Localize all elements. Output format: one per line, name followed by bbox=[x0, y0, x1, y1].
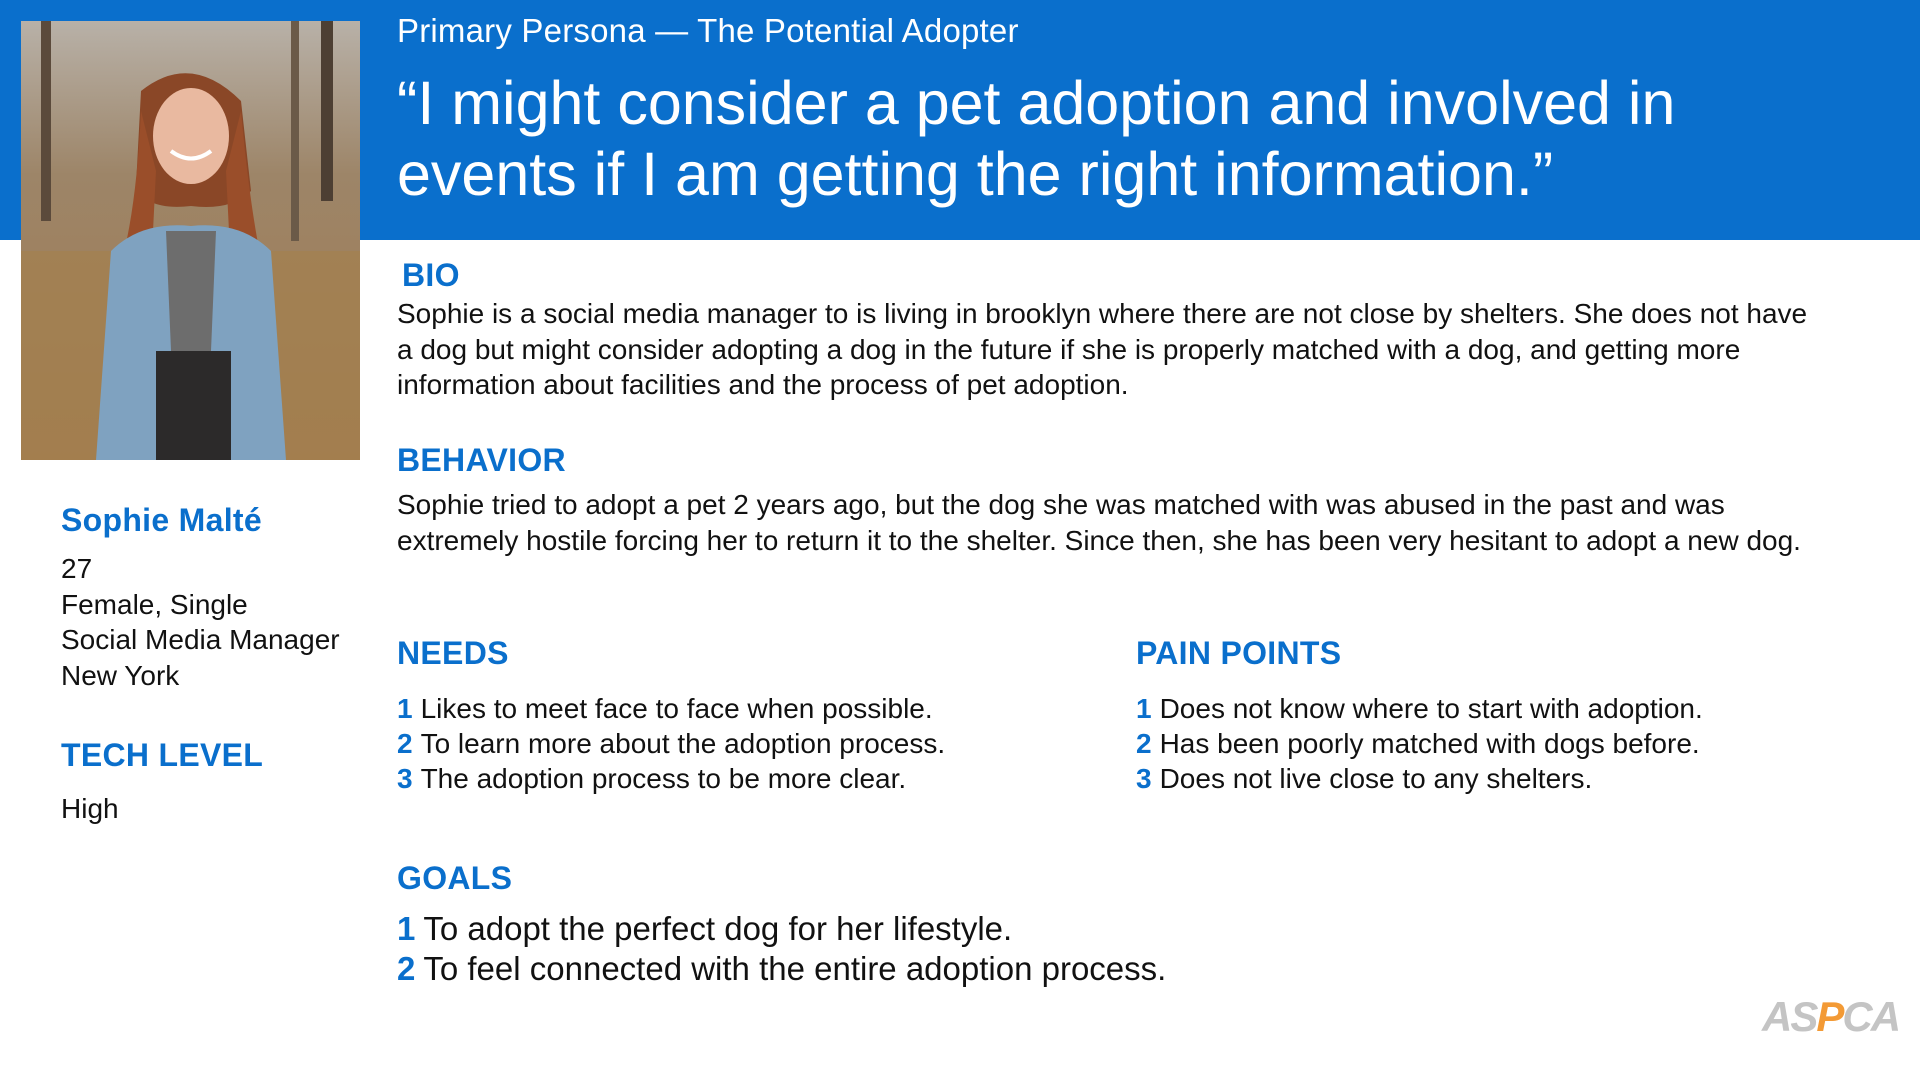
persona-occupation: Social Media Manager bbox=[61, 624, 340, 655]
list-item: 1 Does not know where to start with adoption. bbox=[1136, 693, 1703, 724]
aspca-logo: ASPCA bbox=[1762, 993, 1900, 1040]
bio-text: Sophie is a social media manager to is living in brooklyn where there are not close by shelters. She does not have a dog but might consider adopting a dog in the future if she is properly matched with a dog, and getting more information about facilities and the process of pet adoption. bbox=[397, 298, 1808, 400]
goals-heading: GOALS bbox=[397, 860, 513, 896]
needs-heading: NEEDS bbox=[397, 635, 509, 671]
list-item: 3 Does not live close to any shelters. bbox=[1136, 763, 1593, 794]
behavior-heading: BEHAVIOR bbox=[397, 442, 566, 478]
persona-type-label: Primary Persona — The Potential Adopter bbox=[397, 12, 1019, 49]
tech-level-value: High bbox=[61, 793, 119, 824]
behavior-text: Sophie tried to adopt a pet 2 years ago, but the dog she was matched with was abused in the past and was extremely hostile forcing her to return it to the shelter. Since then, she has been very hesitant to adopt a new dog. bbox=[397, 489, 1801, 556]
list-item: 1 To adopt the perfect dog for her lifestyle. bbox=[397, 910, 1013, 947]
persona-status: Female, Single bbox=[61, 588, 248, 620]
goals-list bbox=[397, 909, 1166, 989]
persona-name: Sophie Malté bbox=[61, 502, 262, 538]
tech-level-heading: TECH LEVEL bbox=[61, 737, 264, 773]
pain-points-heading: PAIN POINTS bbox=[1136, 635, 1342, 671]
list-item: 3 The adoption process to be more clear. bbox=[397, 763, 907, 794]
list-item: 1 Likes to meet face to face when possible. bbox=[397, 693, 933, 724]
persona-photo bbox=[21, 21, 360, 460]
persona-demographics bbox=[61, 551, 340, 693]
pain-points-list bbox=[1136, 691, 1703, 796]
persona-age: 27 bbox=[61, 553, 93, 584]
persona-location: New York bbox=[61, 659, 180, 691]
needs-list bbox=[397, 691, 945, 796]
list-item: 2 Has been poorly matched with dogs before. bbox=[1136, 728, 1700, 759]
list-item: 2 To feel connected with the entire adoption process. bbox=[397, 950, 1167, 987]
bio-heading: BIO bbox=[402, 257, 460, 293]
persona-quote: “I might consider a pet adoption and involved in events if I am getting the right information.” bbox=[397, 69, 1676, 208]
list-item: 2 To learn more about the adoption process. bbox=[397, 728, 946, 759]
